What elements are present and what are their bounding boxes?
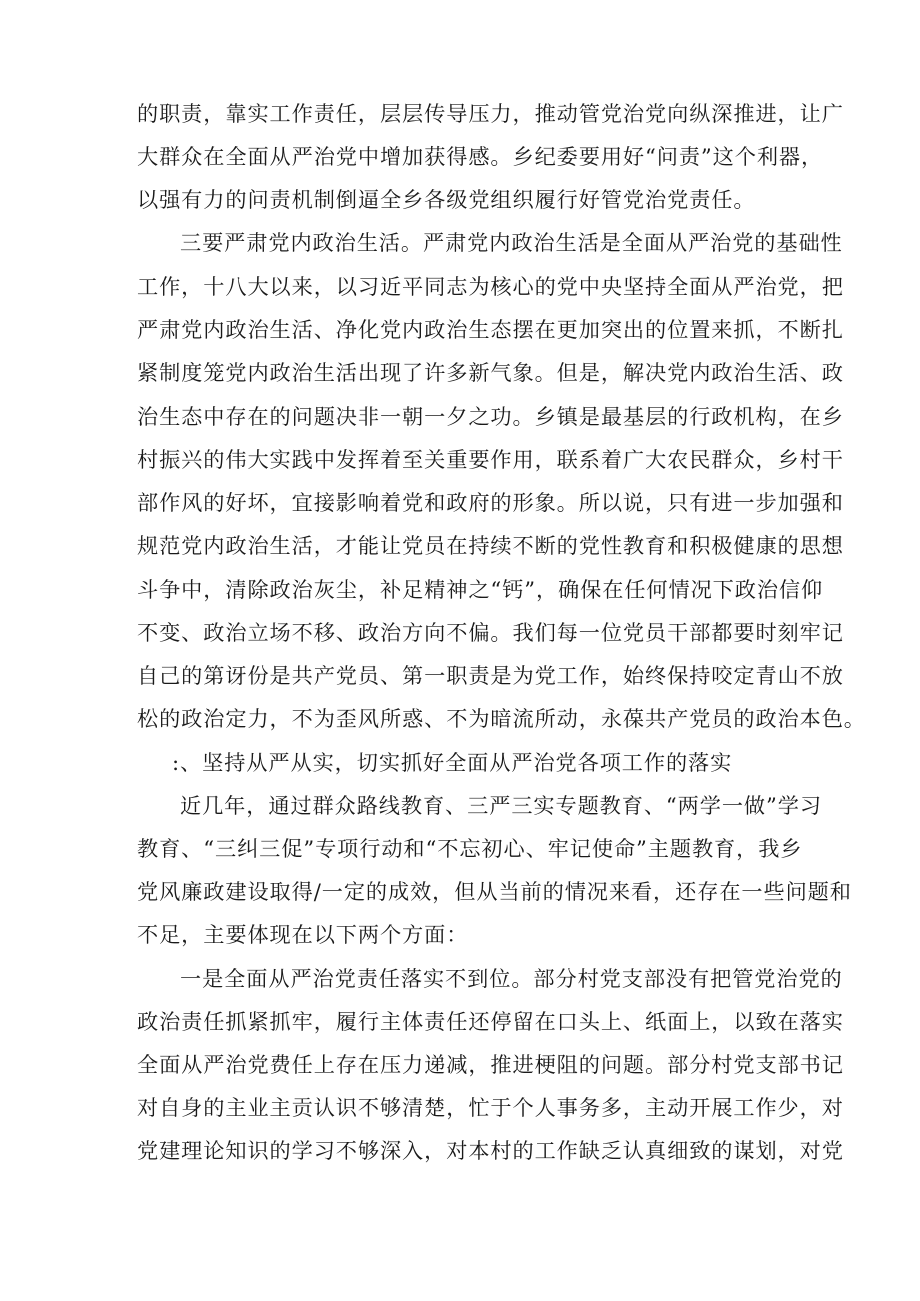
text-line: 工作，十八大以来，以习近平同志为核心的党中央坚持全面从严治党，把 xyxy=(137,274,844,299)
text-line: 党建理论知识的学习不够深入，对本村的工作缺乏认真细致的谋划，对党 xyxy=(137,1138,844,1163)
text-line: 松的政治定力，不为歪风所惑、不为暗流所动，永葆共产党员的政治本色。 xyxy=(137,706,866,731)
text-line: 不足，主要体现在以下两个方面： xyxy=(137,922,469,947)
text-line: 不变、政治立场不移、政治方向不偏。我们每一位党员干部都要时刻牢记 xyxy=(137,620,844,645)
text-line: 以强有力的问责机制倒逼全乡各级党组织履行好管党治党责任。 xyxy=(137,187,756,212)
text-line: 规范党内政治生活，才能让党员在持续不断的党性教育和积极健康的思想 xyxy=(137,533,844,558)
text-line: 党风廉政建设取得/一定的成效，但从当前的情况来看，还存在一些问题和 xyxy=(137,879,852,904)
text-line: 治生态中存在的问题决非一朝一夕之功。乡镇是最基层的行政机构，在乡 xyxy=(137,404,844,429)
text-line: 村振兴的伟大实践中发挥着至关重要作用，联系着广大农民群众，乡村干 xyxy=(137,447,844,472)
text-line: 的职责，靠实工作责任，层层传导压力，推动管党治党向纵深推进，让广 xyxy=(137,101,844,126)
section-heading-line: 三要严肃党内政治生活。严肃党内政治生活是全面从严治党的基础性 xyxy=(180,230,843,255)
text-line: 对自身的主业主贡认识不够清楚，忙于个人事务多，主动开展工作少，对 xyxy=(137,1095,844,1120)
text-line: 斗争中，清除政治灰尘，补足精神之“钙”，确保在任何情况下政治信仰 xyxy=(137,577,824,602)
text-line: 严肃党内政治生活、净化党内政治生态摆在更加突出的位置来抓，不断扎 xyxy=(137,317,844,342)
text-line: 一是全面从严治党责任落实不到位。部分村党支部没有把管党治党的 xyxy=(180,966,843,991)
text-line: 自己的第讶份是共产党员、第一职责是为党工作，始终保持咬定青山不放 xyxy=(137,663,844,688)
text-line: 政治责任抓紧抓牢，履行主体责任还停留在口头上、纸面上，以致在落实 xyxy=(137,1009,844,1034)
section-heading: :、坚持从严从实，切实抓好全面从严治党各项工作的落实 xyxy=(172,750,733,775)
text-line: 全面从严治党费任上存在压力递减，推进梗阻的问题。部分村党支部书记 xyxy=(137,1052,844,1077)
text-line: 近几年，通过群众路线教育、三严三实专题教育、“两学一做”学习 xyxy=(180,793,822,818)
text-line: 紧制度笼党内政治生活出现了许多新气象。但是，解决党内政治生活、政 xyxy=(137,360,844,385)
text-line: 教育、“三纠三促”专项行动和“不忘初心、牢记使命”主题教育，我乡 xyxy=(137,836,803,861)
text-line: 大群众在全面从严治党中增加获得感。乡纪委要用好“问责”这个利器， xyxy=(137,144,824,169)
text-line: 部作风的好坏，宜接影响着党和政府的形象。所以说，只有进一步加强和 xyxy=(137,490,844,515)
